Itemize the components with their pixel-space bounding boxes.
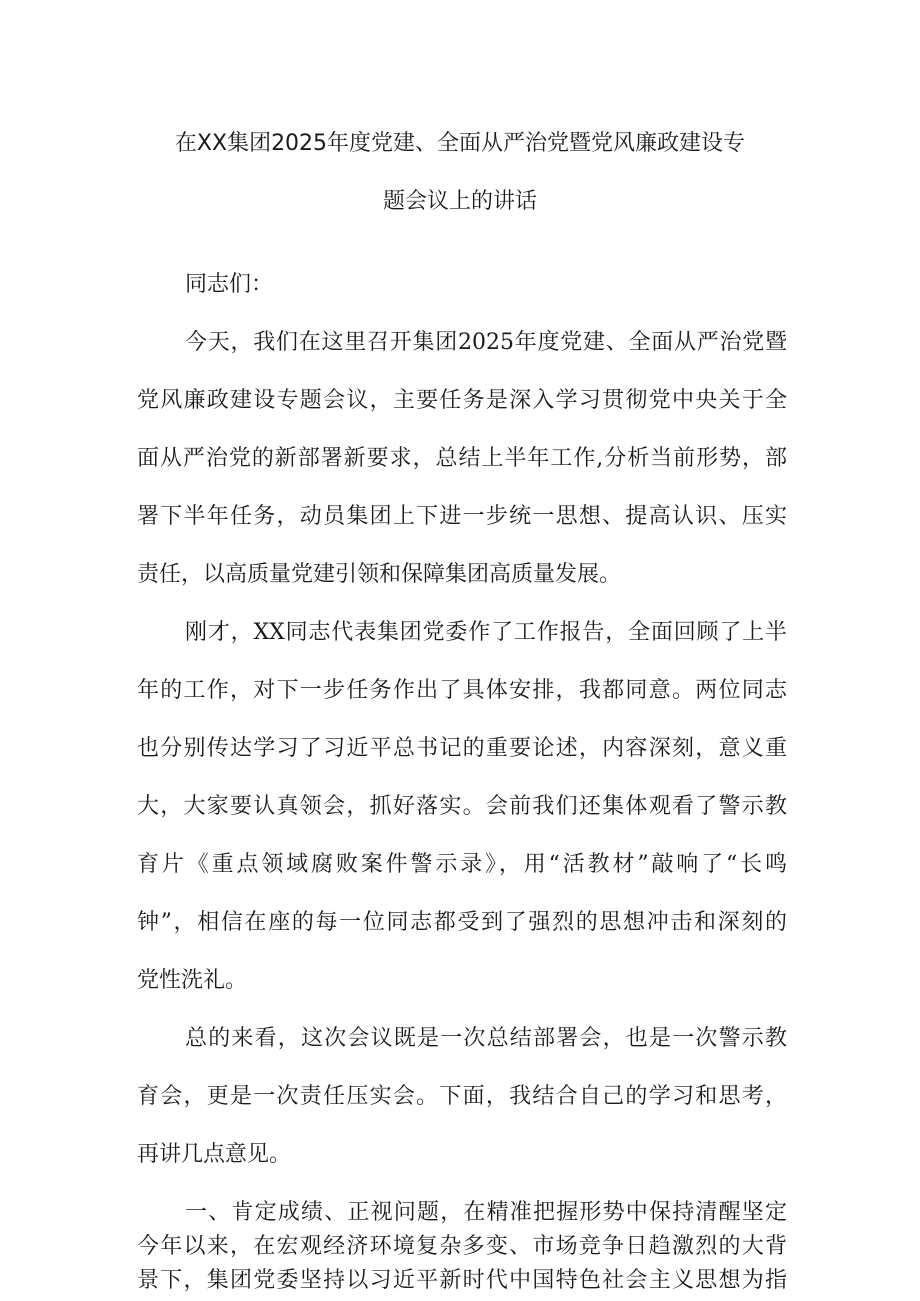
paragraph-line: 党风廉政建设专题会议，主要任务是深入学习贯彻党中央关于全: [137, 388, 787, 413]
paragraph-line: 育会，更是一次责任压实会。下面，我结合自己的学习和思考，: [137, 1084, 787, 1109]
salutation: 同志们：: [185, 272, 274, 297]
paragraph-line: 育片《重点领域腐败案件警示录》，用“活教材”敲响了“长鸣: [137, 852, 787, 877]
document-title-line-1: 在XX集团2025年度党建、全面从严治党暨党风廉政建设专: [174, 131, 746, 156]
document-title-line-2: 题会议上的讲话: [382, 189, 537, 214]
section-heading: 一、肯定成绩、正视问题，在精准把握形势中保持清醒坚定: [185, 1200, 787, 1225]
paragraph-line: 总的来看，这次会议既是一次总结部署会，也是一次警示教: [185, 1026, 787, 1051]
paragraph-line: 署下半年任务，动员集团上下进一步统一思想、提高认识、压实: [137, 504, 787, 529]
paragraph-line: 再讲几点意见。: [137, 1142, 292, 1167]
paragraph-line: 景下，集团党委坚持以习近平新时代中国特色社会主义思想为指: [137, 1268, 787, 1293]
paragraph-line: 责任，以高质量党建引领和保障集团高质量发展。: [137, 562, 622, 587]
paragraph-line: 今天，我们在这里召开集团2025年度党建、全面从严治党暨: [185, 330, 787, 355]
paragraph-line: 刚才，XX同志代表集团党委作了工作报告，全面回顾了上半: [185, 620, 787, 645]
paragraph-line: 大，大家要认真领会，抓好落实。会前我们还集体观看了警示教: [137, 794, 787, 819]
paragraph-line: 钟”，相信在座的每一位同志都受到了强烈的思想冲击和深刻的: [137, 910, 787, 935]
paragraph-line: 党性洗礼。: [137, 968, 248, 993]
paragraph-line: 年的工作，对下一步任务作出了具体安排，我都同意。两位同志: [137, 678, 787, 703]
paragraph-line: 今年以来，在宏观经济环境复杂多变、市场竞争日趋激烈的大背: [137, 1234, 787, 1259]
paragraph-line: 也分别传达学习了习近平总书记的重要论述，内容深刻，意义重: [137, 736, 787, 761]
paragraph-line: 面从严治党的新部署新要求，总结上半年工作,分析当前形势，部: [137, 446, 787, 471]
